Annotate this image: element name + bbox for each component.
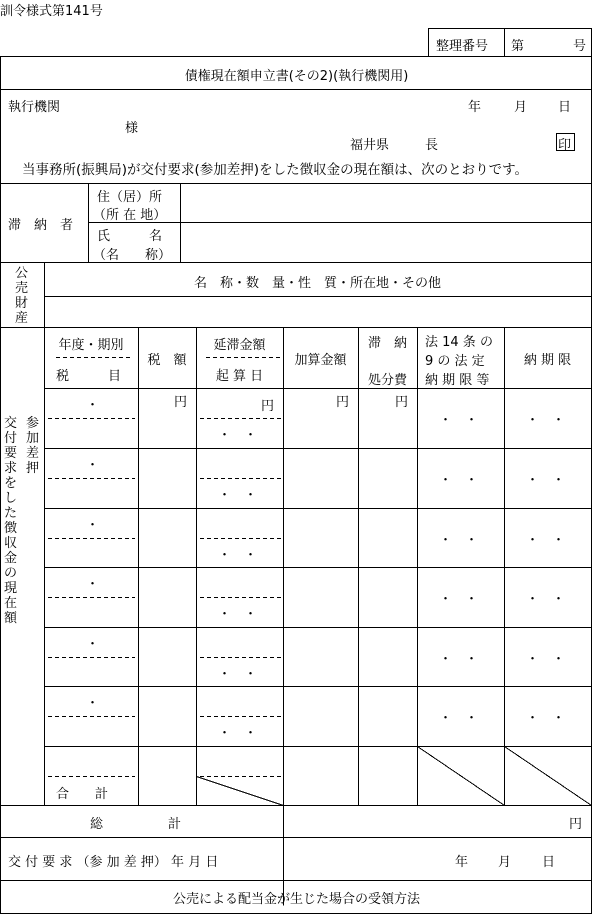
date-year: 年 bbox=[468, 100, 482, 115]
form-number: 訓令様式第141号 bbox=[0, 4, 103, 19]
request-date-day: 日 bbox=[542, 855, 556, 870]
property-header: 名 称・数 量・性 質・所在地・その他 bbox=[193, 276, 441, 291]
yen-additional-tax: 円 bbox=[336, 395, 350, 410]
due-date-dots: ・ ・ bbox=[526, 473, 566, 488]
col-disposal-fee-1: 滞 納 bbox=[367, 336, 407, 351]
request-date-label: 交 付 要 求 （参 加 差 押） 年 月 日 bbox=[8, 855, 219, 870]
col-statutory-2: 9 の 法 定 bbox=[425, 354, 485, 369]
amount-section-label: 交 付 要 求 を し た 徴 収 金 の 現 在 額 bbox=[4, 416, 18, 626]
col-tax-amount: 税 額 bbox=[147, 353, 187, 368]
issuer-prefecture: 福井県 bbox=[350, 138, 390, 153]
property-label: 公 売 財 産 bbox=[15, 266, 29, 326]
request-date-year: 年 bbox=[455, 855, 469, 870]
grand-total-label: 総 計 bbox=[90, 817, 182, 832]
yen-tax-amount: 円 bbox=[174, 395, 188, 410]
reference-number-suffix: 号 bbox=[573, 39, 587, 54]
statutory-date-dots: ・ ・ bbox=[439, 413, 479, 428]
period-dot: ・ bbox=[86, 398, 100, 413]
start-date-dots: ・ ・ bbox=[218, 726, 258, 741]
start-date-dots: ・ ・ bbox=[218, 667, 258, 682]
statutory-date-dots: ・ ・ bbox=[439, 473, 479, 488]
col-delay-fee: 延滞金額 bbox=[213, 338, 266, 353]
start-date-dots: ・ ・ bbox=[218, 428, 258, 443]
col-statutory-1: 法 14 条 の bbox=[425, 335, 493, 350]
period-dot: ・ bbox=[86, 637, 100, 652]
reference-number-prefix: 第 bbox=[511, 39, 525, 54]
col-start-date: 起 算 日 bbox=[215, 369, 264, 384]
period-dot: ・ bbox=[86, 458, 100, 473]
col-disposal-fee-2: 処分費 bbox=[367, 373, 407, 388]
start-date-dots: ・ ・ bbox=[218, 548, 258, 563]
reference-number-label: 整理番号 bbox=[436, 39, 489, 54]
delinquent-label: 滞 納 者 bbox=[8, 218, 74, 233]
address-label-2: （所 在 地） bbox=[93, 208, 167, 223]
period-dot: ・ bbox=[86, 518, 100, 533]
document-title: 債権現在額申立書(その2)(執行機関用) bbox=[184, 69, 409, 84]
addressee-label: 執行機関 bbox=[8, 100, 61, 115]
period-dot: ・ bbox=[86, 577, 100, 592]
statement-text: 当事務所(振興局)が交付要求(参加差押)をした徴収金の現在額は、次のとおりです。 bbox=[22, 162, 528, 178]
due-date-dots: ・ ・ bbox=[526, 711, 566, 726]
statutory-date-dots: ・ ・ bbox=[439, 711, 479, 726]
due-date-dots: ・ ・ bbox=[526, 592, 566, 607]
name-label-1: 氏 名 bbox=[97, 229, 163, 244]
col-tax-item: 税 目 bbox=[56, 369, 122, 384]
statutory-date-dots: ・ ・ bbox=[439, 533, 479, 548]
yen-delay-fee: 円 bbox=[261, 399, 275, 414]
due-date-dots: ・ ・ bbox=[526, 533, 566, 548]
date-day: 日 bbox=[558, 100, 572, 115]
col-year-period: 年度・期別 bbox=[58, 338, 124, 353]
period-dot: ・ bbox=[86, 696, 100, 711]
name-label-2: （名 称） bbox=[93, 248, 172, 263]
date-month: 月 bbox=[514, 100, 528, 115]
statutory-date-dots: ・ ・ bbox=[439, 652, 479, 667]
grand-total-yen: 円 bbox=[569, 817, 583, 832]
col-statutory-3: 納 期 限 等 bbox=[425, 373, 490, 388]
due-date-dots: ・ ・ bbox=[526, 652, 566, 667]
footer-receipt-method: 公売による配当金が生じた場合の受領方法 bbox=[172, 892, 420, 907]
statutory-date-dots: ・ ・ bbox=[439, 592, 479, 607]
start-date-dots: ・ ・ bbox=[218, 488, 258, 503]
seal-mark: 印 bbox=[558, 138, 572, 153]
yen-disposal-fee: 円 bbox=[395, 395, 409, 410]
subtotal-label: 合 計 bbox=[56, 787, 109, 802]
amount-section-paren-label: 参 加 差 押 bbox=[26, 416, 40, 476]
start-date-dots: ・ ・ bbox=[218, 607, 258, 622]
due-date-dots: ・ ・ bbox=[526, 413, 566, 428]
addressee-honorific: 様 bbox=[125, 121, 139, 136]
issuer-chief: 長 bbox=[425, 138, 439, 153]
address-label-1: 住（居）所 bbox=[97, 190, 163, 205]
request-date-month: 月 bbox=[498, 855, 512, 870]
col-additional-tax: 加算金額 bbox=[294, 353, 347, 368]
col-due-date: 納 期 限 bbox=[523, 353, 572, 368]
